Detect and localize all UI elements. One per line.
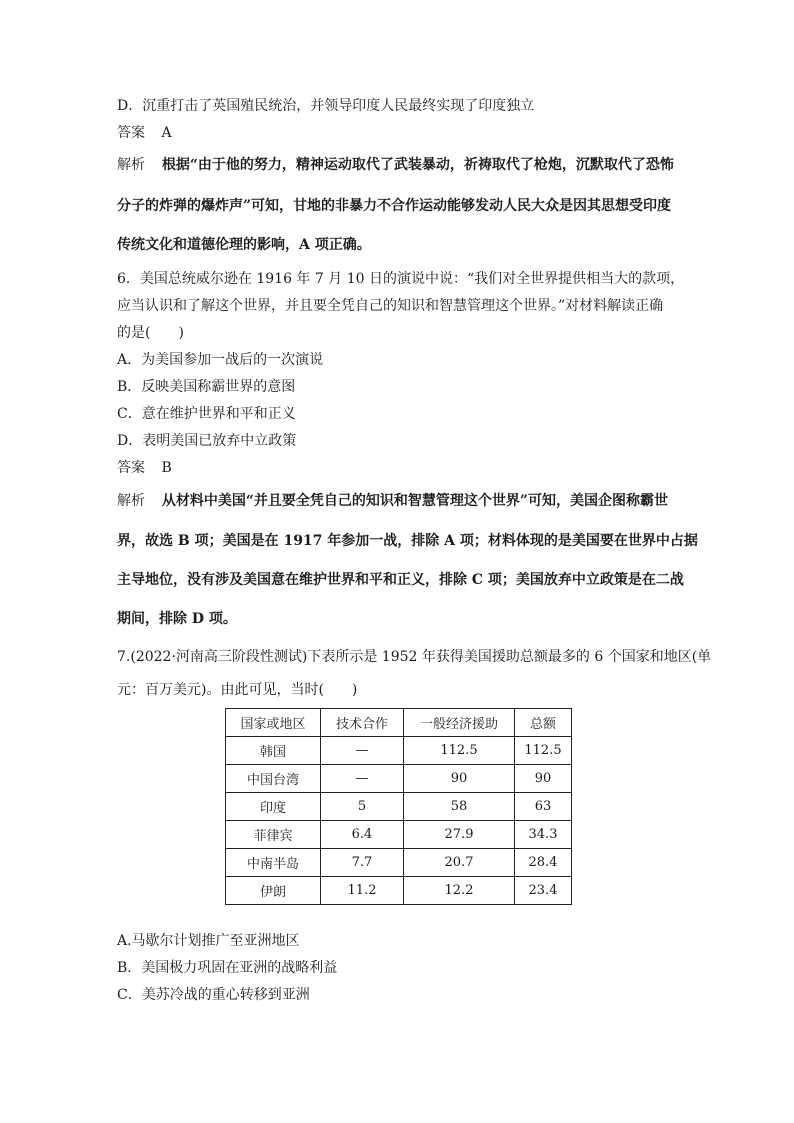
table-cell: — (321, 765, 404, 793)
q7-stem-line-1: 7.(2022·河南高三阶段性测试)下表所示是 1952 年获得美国援助总额最多的 6 个国家和地区(单 (117, 649, 712, 665)
prev-answer (117, 123, 172, 143)
table-cell: 中南半岛 (226, 849, 321, 877)
q6-analysis-line-4: 期间，排除 D 项。 (117, 611, 237, 627)
table-cell: 63 (515, 793, 572, 821)
table-row (226, 793, 572, 821)
q6-option-d: D．表明美国已放弃中立政策 (117, 433, 297, 449)
analysis-text: 从材料中美国“并且要全凭自己的知识和智慧管理这个世界”可知，美国企图称霸世 (161, 493, 668, 509)
table-cell: 伊朗 (226, 877, 321, 905)
table-row (226, 737, 572, 765)
prev-analysis-line-1 (117, 155, 674, 175)
analysis-label: 解析 (117, 493, 145, 509)
table-cell: 34.3 (515, 821, 572, 849)
answer-value: B (161, 460, 172, 476)
table-cell: 112.5 (404, 737, 515, 765)
answer-label: 答案 (117, 460, 145, 476)
q7-option-b: B．美国极力巩固在亚洲的战略利益 (117, 960, 338, 976)
table-cell: 27.9 (404, 821, 515, 849)
table-row (226, 849, 572, 877)
table-cell: 12.2 (404, 877, 515, 905)
table-cell: 韩国 (226, 737, 321, 765)
q6-option-a: A．为美国参加一战后的一次演说 (117, 352, 324, 368)
q6-option-c: C．意在维护世界和平和正义 (117, 406, 296, 422)
answer-label: 答案 (117, 125, 145, 141)
q6-stem-line-1: 6．美国总统威尔逊在 1916 年 7 月 10 日的演说中说：“我们对全世界提供相当大的款项， (117, 271, 685, 287)
table-cell: — (321, 737, 404, 765)
column-header: 技术合作 (321, 709, 404, 737)
q6-stem-line-3: 的是( ) (117, 325, 184, 341)
q6-analysis-line-3: 主导地位，没有涉及美国意在维护世界和平和正义，排除 C 项；美国放弃中立政策是在二战 (117, 572, 684, 588)
table-cell: 中国台湾 (226, 765, 321, 793)
q6-analysis-line-2: 界，故选 B 项；美国是在 1917 年参加一战，排除 A 项；材料体现的是美国要在世界中占据 (117, 533, 698, 549)
table-row (226, 821, 572, 849)
table-cell: 90 (404, 765, 515, 793)
q7-option-a: A.马歇尔计划推广至亚洲地区 (117, 933, 300, 949)
answer-value: A (161, 125, 172, 141)
table-cell: 90 (515, 765, 572, 793)
q6-stem-line-2: 应当认识和了解这个世界，并且要全凭自己的知识和智慧管理这个世界。”对材料解读正确 (117, 298, 664, 314)
table-cell: 23.4 (515, 877, 572, 905)
table-cell: 6.4 (321, 821, 404, 849)
q7-option-c: C．美苏冷战的重心转移到亚洲 (117, 987, 310, 1003)
table-cell: 印度 (226, 793, 321, 821)
aid-table (225, 708, 572, 905)
analysis-label: 解析 (117, 157, 145, 173)
q6-analysis-line-1 (117, 491, 668, 511)
table-cell: 28.4 (515, 849, 572, 877)
q7-stem-line-2: 元：百万美元)。由此可见，当时( ) (117, 682, 358, 698)
table-cell: 7.7 (321, 849, 404, 877)
analysis-text: 根据“由于他的努力，精神运动取代了武装暴动，祈祷取代了枪炮，沉默取代了恐怖 (161, 157, 674, 173)
table-header-row (226, 709, 572, 737)
table-row (226, 765, 572, 793)
q6-answer (117, 458, 172, 478)
table-cell: 20.7 (404, 849, 515, 877)
prev-analysis-line-2: 分子的炸弹的爆炸声”可知，甘地的非暴力不合作运动能够发动人民大众是因其思想受印度 (117, 198, 672, 214)
table-row (226, 877, 572, 905)
prev-analysis-line-3: 传统文化和道德伦理的影响，A 项正确。 (117, 237, 371, 253)
table-cell: 112.5 (515, 737, 572, 765)
table-cell: 11.2 (321, 877, 404, 905)
column-header: 总额 (515, 709, 572, 737)
table-cell: 菲律宾 (226, 821, 321, 849)
prev-option-d: D．沉重打击了英国殖民统治，并领导印度人民最终实现了印度独立 (117, 98, 535, 114)
column-header: 国家或地区 (226, 709, 321, 737)
q6-option-b: B．反映美国称霸世界的意图 (117, 379, 296, 395)
table-cell: 5 (321, 793, 404, 821)
table-cell: 58 (404, 793, 515, 821)
column-header: 一般经济援助 (404, 709, 515, 737)
